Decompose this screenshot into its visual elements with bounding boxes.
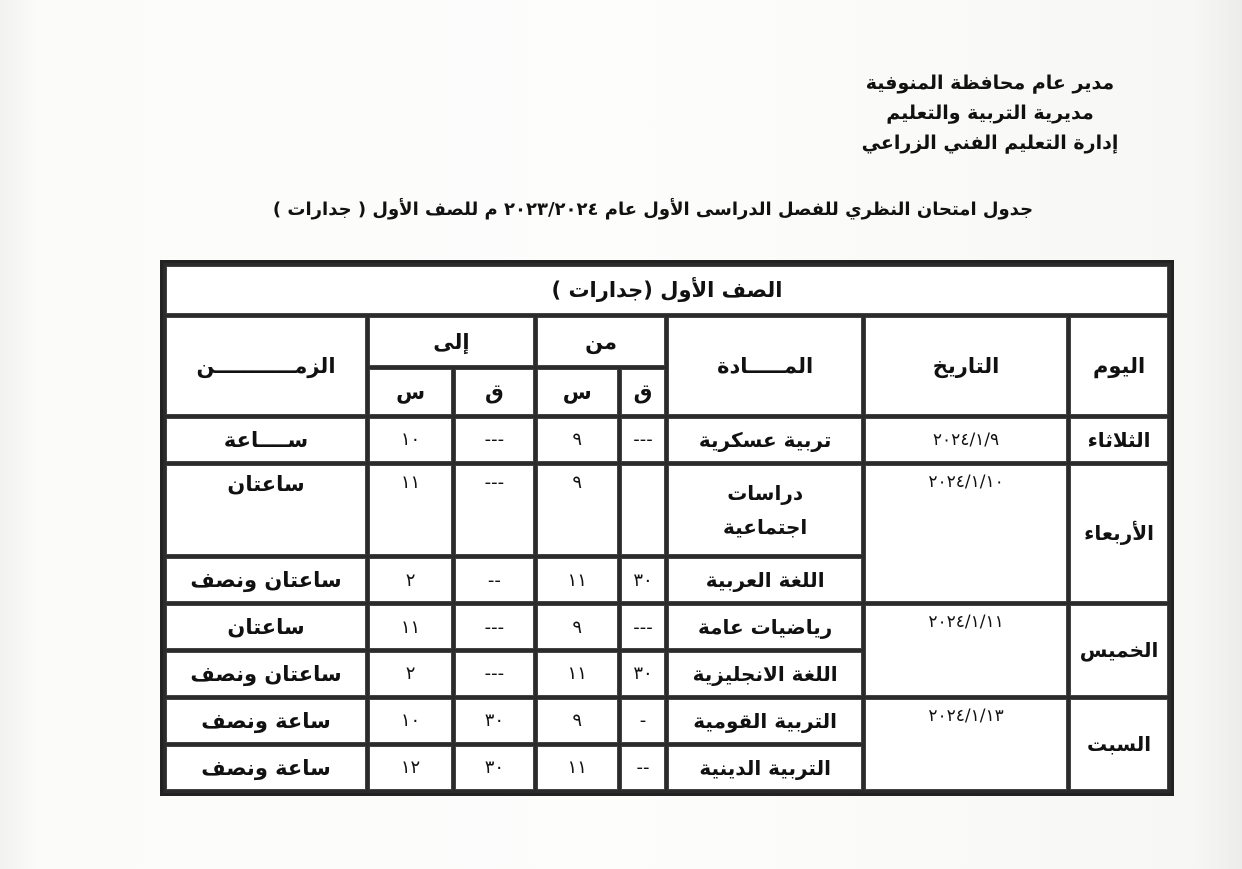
cell-to-hour: ١٠	[369, 418, 452, 462]
cell-from-minute: --	[621, 746, 666, 790]
cell-duration: ساعة ونصف	[166, 699, 366, 743]
cell-to-minute: --	[455, 558, 534, 602]
cell-from-hour: ١١	[537, 652, 618, 696]
cell-subject: تربية عسكرية	[668, 418, 862, 462]
class-band: الصف الأول (جدارات )	[166, 266, 1168, 314]
cell-subject: اللغة الانجليزية	[668, 652, 862, 696]
cell-subject: رياضيات عامة	[668, 605, 862, 649]
cell-from-hour: ٩	[537, 699, 618, 743]
table-row	[166, 605, 1168, 649]
cell-date: ٢٠٢٤/١/١٣	[865, 699, 1067, 790]
cell-duration: ســــاعة	[166, 418, 366, 462]
title-bold: جدارات	[281, 199, 358, 220]
title-close: )	[272, 199, 282, 220]
header-line-governorate: مدير عام محافظة المنوفية	[865, 72, 1115, 94]
cell-day: الخميس	[1070, 605, 1168, 696]
header-day: اليوم	[1070, 317, 1168, 415]
cell-to-hour: ١١	[369, 605, 452, 649]
cell-from-minute: ---	[621, 418, 666, 462]
cell-to-minute: ---	[455, 465, 534, 555]
exam-schedule-table	[160, 260, 1174, 796]
header-to-minute: ق	[455, 369, 534, 415]
cell-to-minute: ٣٠	[455, 746, 534, 790]
header-to: إلى	[369, 317, 534, 365]
cell-date: ٢٠٢٤/١/١١	[865, 605, 1067, 696]
cell-to-hour: ١١	[369, 465, 452, 555]
cell-from-minute: -	[621, 699, 666, 743]
cell-day: الأربعاء	[1070, 465, 1168, 602]
cell-to-minute: ---	[455, 652, 534, 696]
cell-date: ٢٠٢٤/١/٩	[865, 418, 1067, 462]
cell-day: الثلاثاء	[1070, 418, 1168, 462]
header-from-hour: س	[537, 369, 618, 415]
header-duration: الزمـــــــــــن	[166, 317, 366, 415]
cell-to-hour: ٢	[369, 558, 452, 602]
cell-day: السبت	[1070, 699, 1168, 790]
cell-to-hour: ١٢	[369, 746, 452, 790]
header-line-administration: إدارة التعليم الفني الزراعي	[861, 132, 1119, 154]
cell-subject: دراسات اجتماعية	[668, 465, 862, 555]
cell-from-hour: ٩	[537, 605, 618, 649]
header-date: التاريخ	[865, 317, 1067, 415]
cell-to-hour: ٢	[369, 652, 452, 696]
cell-from-hour: ٩	[537, 465, 618, 555]
cell-subject: التربية القومية	[668, 699, 862, 743]
cell-duration: ساعتان	[166, 465, 366, 555]
document-title	[240, 199, 1066, 220]
cell-from-hour: ١١	[537, 746, 618, 790]
header-from: من	[537, 317, 666, 365]
cell-subject: التربية الدينية	[668, 746, 862, 790]
title-text: جدول امتحان النظري للفصل الدراسى الأول عام ٢٠٢٣/٢٠٢٤ م للصف الأول (	[357, 199, 1034, 220]
header-to-hour: س	[369, 369, 452, 415]
cell-from-hour: ٩	[537, 418, 618, 462]
table-row	[166, 465, 1168, 555]
cell-from-minute	[621, 465, 666, 555]
cell-date: ٢٠٢٤/١/١٠	[865, 465, 1067, 602]
header-line-directorate: مديرية التربية والتعليم	[886, 102, 1094, 124]
issuer-header	[830, 68, 1150, 158]
table-row	[166, 418, 1168, 462]
header-from-minute: ق	[621, 369, 666, 415]
cell-from-minute: ٣٠	[621, 558, 666, 602]
cell-duration: ساعتان ونصف	[166, 558, 366, 602]
cell-subject: اللغة العربية	[668, 558, 862, 602]
cell-duration: ساعتان ونصف	[166, 652, 366, 696]
cell-to-minute: ٣٠	[455, 699, 534, 743]
cell-duration: ساعة ونصف	[166, 746, 366, 790]
cell-to-minute: ---	[455, 605, 534, 649]
cell-from-hour: ١١	[537, 558, 618, 602]
cell-from-minute: ---	[621, 605, 666, 649]
cell-duration: ساعتان	[166, 605, 366, 649]
header-subject: المـــــادة	[668, 317, 862, 415]
table-row	[166, 699, 1168, 743]
cell-from-minute: ٣٠	[621, 652, 666, 696]
cell-to-minute: ---	[455, 418, 534, 462]
cell-to-hour: ١٠	[369, 699, 452, 743]
